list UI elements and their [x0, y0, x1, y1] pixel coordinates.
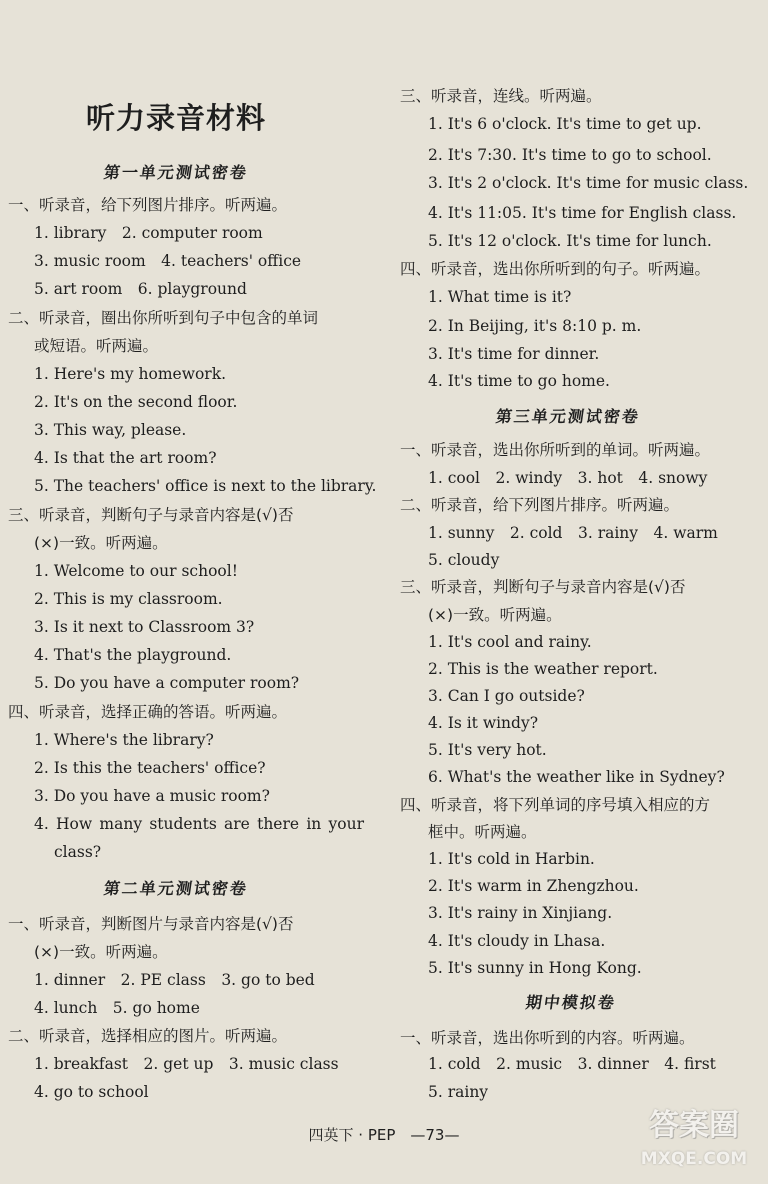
- list-item: 1. sunny 2. cold 3. rainy 4. warm: [428, 524, 718, 542]
- unit1-s3-title-cont: (×)一致。听两遍。: [34, 534, 168, 552]
- midterm-s1-title: 一、听录音，选出你听到的内容。听两遍。: [400, 1029, 695, 1047]
- unit3-s4-title: 四、听录音，将下列单词的序号填入相应的方: [400, 796, 711, 814]
- unit2-heading: 第二单元测试密卷: [102, 879, 250, 898]
- list-item: 3. It's time for dinner.: [428, 345, 600, 363]
- watermark-bottom: MXQE.COM: [640, 1149, 748, 1169]
- unit3-s4-title-cont: 框中。听两遍。: [428, 823, 537, 841]
- unit2-s1-title-cont: (×)一致。听两遍。: [34, 943, 168, 961]
- unit1-s3-title: 三、听录音，判断句子与录音内容是(√)否: [8, 506, 294, 524]
- unit3-s2-title: 二、听录音，给下列图片排序。听两遍。: [400, 496, 680, 514]
- list-item: 2. This is my classroom.: [34, 590, 223, 608]
- unit1-heading: 第一单元测试密卷: [102, 163, 250, 182]
- list-item: 1. breakfast 2. get up 3. music class: [34, 1055, 339, 1073]
- list-item: 6. What's the weather like in Sydney?: [428, 768, 725, 786]
- watermark-logo: [630, 1104, 758, 1172]
- list-item: 3. It's 2 o'clock. It's time for music class.: [428, 174, 749, 192]
- unit3-s1-title: 一、听录音，选出你所听到的单词。听两遍。: [400, 441, 711, 459]
- list-item: 4. How many students are there in your: [34, 815, 364, 833]
- unit3-heading: 第三单元测试密卷: [494, 407, 642, 426]
- unit3-s3-title: 三、听录音，判断句子与录音内容是(√)否: [400, 578, 686, 596]
- unit2-s1-title: 一、听录音，判断图片与录音内容是(√)否: [8, 915, 294, 933]
- list-item: class?: [54, 843, 102, 861]
- list-item: 3. Is it next to Classroom 3?: [34, 618, 255, 636]
- list-item: 1. cold 2. music 3. dinner 4. first: [428, 1055, 716, 1073]
- list-item: 5. It's 12 o'clock. It's time for lunch.: [428, 232, 712, 250]
- list-item: 4. go to school: [34, 1083, 149, 1101]
- list-item: 3. It's rainy in Xinjiang.: [428, 904, 613, 922]
- list-item: 5. Do you have a computer room?: [34, 674, 300, 692]
- list-item: 1. It's cool and rainy.: [428, 633, 592, 651]
- list-item: 1. It's cold in Harbin.: [428, 850, 595, 868]
- list-item: 2. It's warm in Zhengzhou.: [428, 877, 639, 895]
- unit2-s3-title: 三、听录音，连线。听两遍。: [400, 87, 602, 105]
- list-item: 1. cool 2. windy 3. hot 4. snowy: [428, 469, 708, 487]
- list-item: 2. It's on the second floor.: [34, 393, 238, 411]
- list-item: 4. That's the playground.: [34, 646, 232, 664]
- unit1-s2-title-cont: 或短语。听两遍。: [34, 337, 159, 355]
- page-footer: 四英下 · PEP —73—: [308, 1126, 460, 1144]
- list-item: 4. Is that the art room?: [34, 449, 217, 467]
- list-item: 5. It's very hot.: [428, 741, 547, 759]
- list-item: 2. It's 7:30. It's time to go to school.: [428, 146, 712, 164]
- list-item: 2. This is the weather report.: [428, 660, 658, 678]
- page-title: 听力录音材料: [86, 101, 267, 135]
- unit1-s2-title: 二、听录音，圈出你所听到句子中包含的单词: [8, 309, 319, 327]
- unit2-s2-title: 二、听录音，选择相应的图片。听两遍。: [8, 1027, 288, 1045]
- unit1-s4-title: 四、听录音，选择正确的答语。听两遍。: [8, 703, 288, 721]
- list-item: 1. Where's the library?: [34, 731, 214, 749]
- list-item: 3. This way, please.: [34, 421, 187, 439]
- list-item: 1. library 2. computer room: [34, 224, 263, 242]
- watermark-top: 答案圈: [649, 1108, 739, 1143]
- list-item: 1. What time is it?: [428, 288, 572, 306]
- list-item: 5. cloudy: [428, 551, 500, 569]
- unit2-s4-title: 四、听录音，选出你所听到的句子。听两遍。: [400, 260, 711, 278]
- list-item: 3. music room 4. teachers' office: [34, 252, 302, 270]
- list-item: 1. Here's my homework.: [34, 365, 227, 383]
- list-item: 1. Welcome to our school!: [34, 562, 238, 580]
- list-item: 4. lunch 5. go home: [34, 999, 200, 1017]
- list-item: 5. art room 6. playground: [34, 280, 247, 298]
- list-item: 4. It's time to go home.: [428, 372, 610, 390]
- list-item: 3. Do you have a music room?: [34, 787, 270, 805]
- midterm-heading: 期中模拟卷: [524, 993, 618, 1012]
- list-item: 2. Is this the teachers' office?: [34, 759, 266, 777]
- list-item: 1. dinner 2. PE class 3. go to bed: [34, 971, 315, 989]
- list-item: 4. Is it windy?: [428, 714, 539, 732]
- list-item: 4. It's cloudy in Lhasa.: [428, 932, 606, 950]
- list-item: 5. The teachers' office is next to the library.: [34, 477, 377, 495]
- list-item: 4. It's 11:05. It's time for English class.: [428, 204, 737, 222]
- list-item: 3. Can I go outside?: [428, 687, 585, 705]
- unit3-s3-title-cont: (×)一致。听两遍。: [428, 606, 562, 624]
- list-item: 1. It's 6 o'clock. It's time to get up.: [428, 115, 702, 133]
- list-item: 2. In Beijing, it's 8:10 p. m.: [428, 317, 642, 335]
- unit1-s1-title: 一、听录音，给下列图片排序。听两遍。: [8, 196, 288, 214]
- list-item: 5. rainy: [428, 1083, 489, 1101]
- list-item: 5. It's sunny in Hong Kong.: [428, 959, 642, 977]
